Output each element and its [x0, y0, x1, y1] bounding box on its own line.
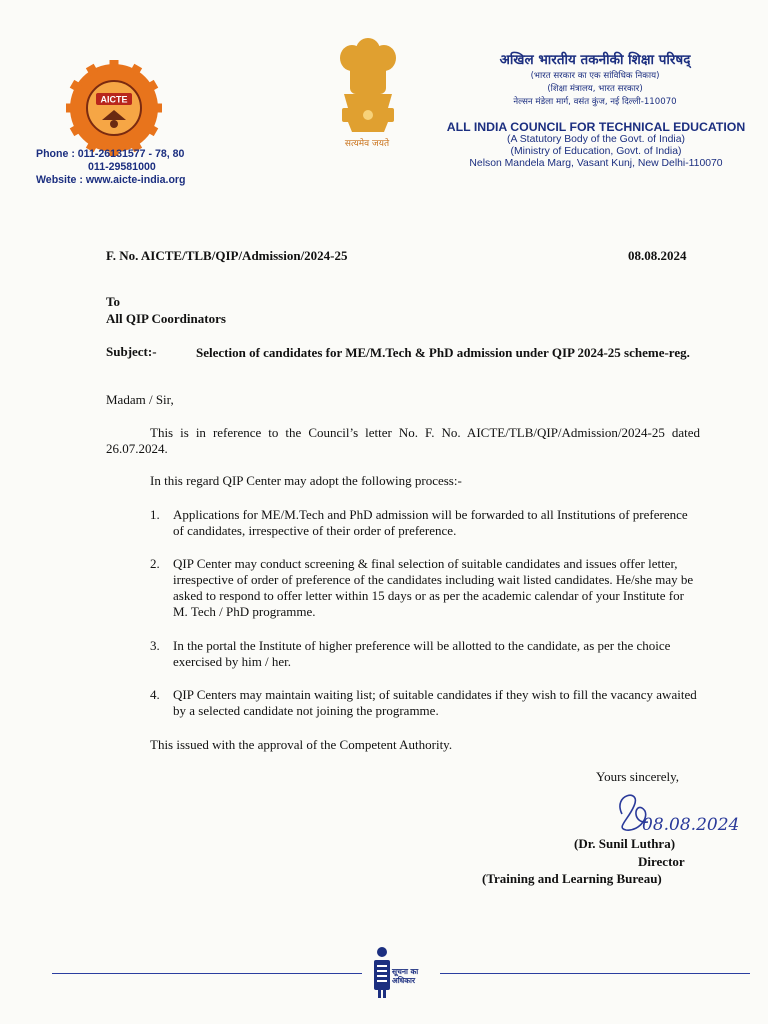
- list-item-number: 3.: [150, 638, 160, 653]
- list-item-text: Applications for ME/M.Tech and PhD admission will be forwarded to all Institutions of preference of candidates, irrespective of their order of preference.: [173, 507, 688, 538]
- english-sub-1: (A Statutory Body of the Govt. of India): [507, 134, 685, 145]
- closing: Yours sincerely,: [596, 769, 680, 784]
- subject-text: Selection of candidates for ME/M.Tech & PhD admission under QIP 2024-25 scheme-reg.: [196, 345, 690, 360]
- signature-date: 08.08.2024: [642, 815, 740, 835]
- rti-line-1: सूचना का: [392, 967, 419, 976]
- phone-line-2: 011-29581000: [88, 161, 156, 173]
- letter-date: 08.08.2024: [628, 248, 687, 263]
- signer-name: (Dr. Sunil Luthra): [574, 836, 676, 851]
- to-line: To: [106, 294, 120, 309]
- list-item: [150, 638, 710, 670]
- logo-text: AICTE: [100, 94, 128, 105]
- hindi-sub-2: (शिक्षा मंत्रालय, भारत सरकार): [547, 84, 643, 94]
- hindi-org-name: अखिल भारतीय तकनीकी शिक्षा परिषद्: [499, 52, 691, 68]
- subject-label: Subject:-: [106, 344, 157, 359]
- phone-line-1: Phone : 011-26131577 - 78, 80: [36, 148, 185, 160]
- national-emblem: [330, 36, 406, 148]
- english-address: Nelson Mandela Marg, Vasant Kunj, New Delhi-110070: [469, 158, 723, 169]
- emblem-motto: सत्यमेव जयते: [344, 139, 390, 149]
- english-header: [436, 120, 756, 170]
- addressee-block: [106, 293, 226, 327]
- signer-department: (Training and Learning Bureau): [482, 871, 662, 886]
- hindi-sub-1: (भारत सरकार का एक सांविधिक निकाय): [530, 71, 660, 81]
- rti-line-2: अधिकार: [392, 976, 416, 985]
- reference-paragraph: This is in reference to the Council’s letter No. F. No. AICTE/TLB/QIP/Admission/2024-25 dated 26.07.2024.: [106, 425, 700, 456]
- list-item-number: 4.: [150, 687, 160, 702]
- footer-divider-right: [440, 973, 750, 974]
- approval-note: This issued with the approval of the Competent Authority.: [150, 737, 453, 752]
- list-item: [150, 556, 710, 620]
- rti-text: [392, 967, 418, 985]
- english-sub-2: (Ministry of Education, Govt. of India): [510, 146, 682, 157]
- aicte-logo: [66, 60, 162, 156]
- signer-title: Director: [638, 854, 685, 869]
- signature: [612, 784, 762, 844]
- process-intro: In this regard QIP Center may adopt the following process:-: [150, 473, 462, 488]
- english-org-name: ALL INDIA COUNCIL FOR TECHNICAL EDUCATION: [446, 120, 746, 134]
- list-item-text: QIP Centers may maintain waiting list; of suitable candidates if they wish to fill the vacancy awaited by a selected candidate not joining the programme.: [173, 687, 697, 718]
- footer-divider-left: [52, 973, 362, 974]
- list-item: [150, 507, 710, 539]
- list-item: [150, 687, 710, 719]
- website-line: Website : www.aicte-india.org: [36, 174, 186, 186]
- list-item-number: 1.: [150, 507, 160, 522]
- hindi-header: [470, 50, 720, 109]
- salutation: Madam / Sir,: [106, 392, 174, 407]
- list-item-text: In the portal the Institute of higher preference will be allotted to the candidate, as per the choice exercised by him / her.: [173, 638, 671, 669]
- addressee: All QIP Coordinators: [106, 311, 226, 326]
- contact-info: [36, 148, 226, 187]
- list-item-number: 2.: [150, 556, 160, 571]
- hindi-address: नेल्सन मंडेला मार्ग, वसंत कुंज, नई दिल्ली-110070: [513, 97, 677, 107]
- reference-number: F. No. AICTE/TLB/QIP/Admission/2024-25: [106, 248, 348, 263]
- list-item-text: QIP Center may conduct screening & final selection of suitable candidates and issues offer letter, irrespective of order of preference of the candidates including wait listed candidates. He/she may be asked to respond to offer letter within 15 days or as per the academic calendar of your Institute for M. Tech / PhD programme.: [173, 556, 694, 619]
